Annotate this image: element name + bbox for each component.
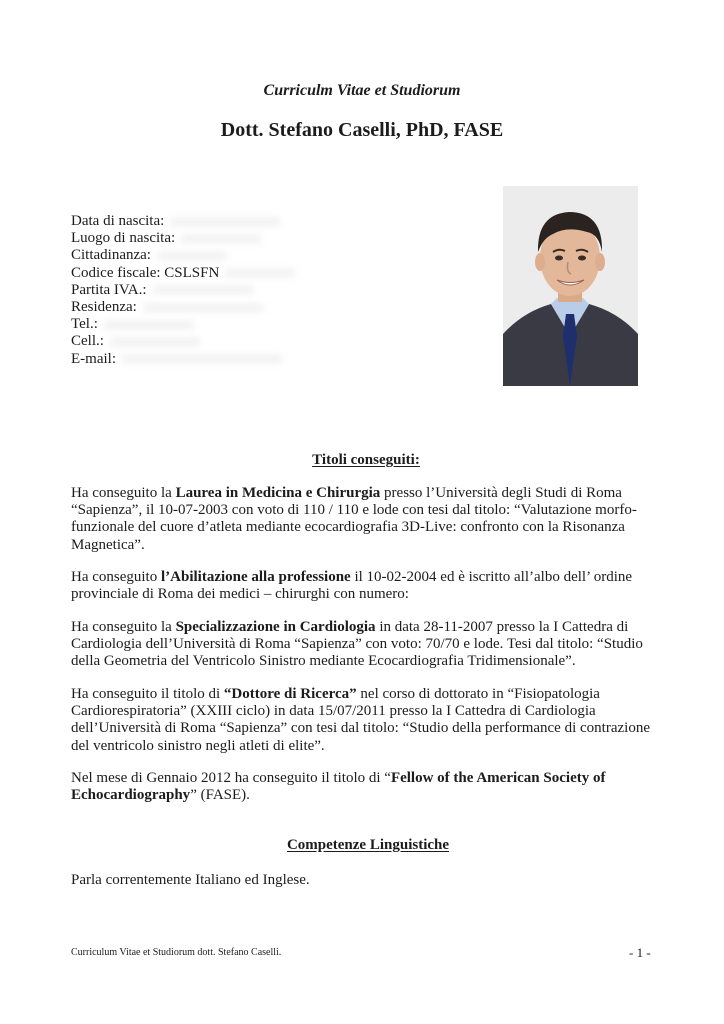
- paragraph-specialization: [71, 619, 661, 671]
- redacted-value: [225, 268, 295, 278]
- footer-text: Curriculum Vitae et Studiorum dott. Stefano Caselli.: [71, 947, 282, 958]
- info-label-residence: Residenza:: [71, 299, 137, 316]
- redacted-value: [104, 320, 194, 330]
- info-label-citizenship: Cittadinanza:: [71, 247, 151, 264]
- personal-info-row: [71, 230, 331, 247]
- section-heading-languages-text: Competenze Linguistiche: [286, 837, 450, 853]
- personal-info-row: [71, 213, 331, 230]
- paragraph-text: il 10-02-2004 ed è iscritto all’albo dell’ ordine provinciale di Roma dei medici – chirurghi con numero:: [71, 569, 633, 603]
- redacted-value: [143, 303, 263, 313]
- paragraph-text: Ha conseguito la: [71, 485, 176, 501]
- personal-info-row: [71, 247, 331, 264]
- paragraph-text: Nel mese di Gennaio 2012 ha conseguito il titolo di “: [71, 770, 391, 786]
- info-label-mobile: Cell.:: [71, 333, 104, 350]
- section-heading-languages: [0, 837, 724, 854]
- info-label-birth-date: Data di nascita:: [71, 213, 165, 229]
- section-heading-titles-text: Titoli conseguiti:: [312, 452, 420, 468]
- paragraph-text: Ha conseguito: [71, 569, 161, 585]
- paragraph-text: in data 28-11-2007 presso la I Cattedra di Cardiologia dell’Università di Roma “Sapienza” con voto: 70/70 e lode. Tesi dal titolo: “Studio della Geometria del Ventricolo Sinistro mediante Ecocardiografia Tridimensionale”.: [71, 619, 643, 670]
- paragraph-text: Ha conseguito il titolo di: [71, 686, 224, 702]
- paragraph-emphasis: Laurea in Medicina e Chirurgia: [175, 485, 381, 501]
- paragraph-text: presso l’Università degli Studi di Roma “Sapienza”, il 10-07-2003 con voto di 110 / 110 e lode con tesi dal titolo: “Valutazione morfo-funzionale del cuore d’atleta mediante ecocardiografia 3D-Live: confronto con la Risonanza Magnetica”.: [71, 485, 637, 553]
- info-label-vat: Partita IVA.:: [71, 281, 147, 298]
- page-number: - 1 -: [629, 945, 651, 960]
- redacted-value: [153, 285, 253, 295]
- personal-info-row: [71, 333, 331, 350]
- personal-info-row: [71, 299, 331, 316]
- info-label-phone: Tel.:: [71, 316, 98, 333]
- paragraph-degree: [71, 485, 661, 554]
- info-label-tax-code: Codice fiscale: CSLSFN: [71, 264, 220, 281]
- paragraph-emphasis: Fellow of the American Society of Echocardiography: [71, 770, 606, 804]
- paragraph-text: ” (FASE).: [190, 787, 250, 804]
- info-label-email: E-mail:: [71, 350, 116, 367]
- portrait-illustration: [503, 186, 638, 386]
- redacted-value: [181, 234, 261, 244]
- personal-info-row: [71, 265, 331, 282]
- paragraph-text: Ha conseguito la: [71, 619, 176, 635]
- paragraph-fellowship: [71, 770, 661, 804]
- redacted-value: [110, 337, 200, 347]
- personal-info-row: [71, 351, 331, 368]
- paragraph-emphasis: l’Abilitazione alla professione: [160, 569, 351, 585]
- redacted-value: [122, 354, 282, 364]
- portrait-photo: [503, 186, 638, 386]
- paragraph-license: [71, 569, 661, 603]
- personal-info-row: [71, 316, 331, 333]
- document-subtitle: Curriculm Vitae et Studiorum: [263, 82, 461, 99]
- redacted-value: [170, 217, 280, 227]
- personal-info-block: [71, 213, 331, 368]
- section-heading-titles: [0, 452, 724, 469]
- paragraph-text: nel corso di dottorato in “Fisiopatologia Cardiorespiratoria” (XXIII ciclo) in data 15/07/2011 presso la I Cattedra di Cardiologia dell’Università di Roma “Sapienza” con tesi dal titolo: “Studio della performance di contrazione del ventricolo sinistro negli atleti di elite”.: [71, 686, 650, 754]
- redacted-value: [157, 251, 227, 261]
- personal-info-row: [71, 282, 331, 299]
- paragraph-languages: Parla correntemente Italiano ed Inglese.: [71, 872, 310, 888]
- paragraph-emphasis: Specializzazione in Cardiologia: [175, 619, 376, 635]
- person-name-title: Dott. Stefano Caselli, PhD, FASE: [220, 119, 504, 141]
- paragraph-emphasis: “Dottore di Ricerca”: [223, 686, 357, 702]
- paragraph-phd: [71, 686, 661, 755]
- info-label-birth-place: Luogo di nascita:: [71, 230, 176, 247]
